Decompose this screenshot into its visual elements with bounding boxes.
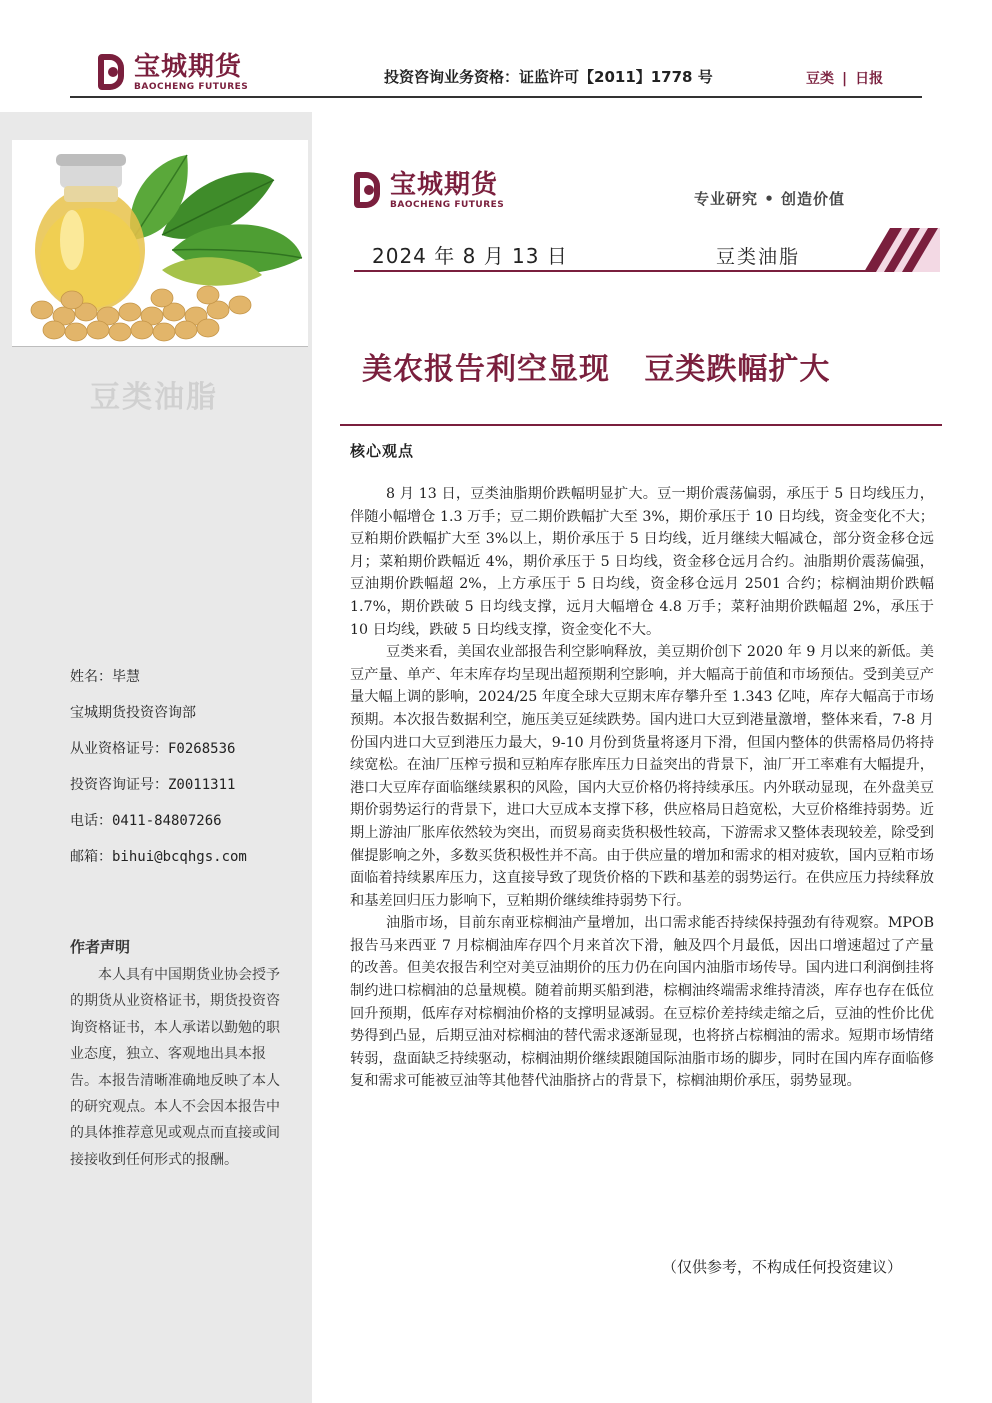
logo-cn-text: 宝城期货 [134,52,243,82]
declaration-title: 作者声明 [70,938,131,956]
disclaimer: （仅供参考，不构成任何投资建议） [662,1258,903,1276]
paragraph-oils: 油脂市场，目前东南亚棕榈油产量增加，出口需求能否持续保持强劲有待观察。MPOB 报告马来西亚 7 月棕榈油库存四个月来首次下滑，触及四个月最低，因出口增速超过了产量的改善。但美农报告利空对美豆油期价的压力仍在向国内油脂市场传导。国内进口利润倒挂将制约进口棕榈油的总量规模。随着前期买船到港，棕榈油终端需求维持清淡，库存也存在低位回升预期，低库存对棕榈油价格的支撑明显减弱。在豆棕价差持续走缩之后，豆油的性价比优势得到凸显，后期豆油对棕榈油的替代需求逐渐显现，也将挤占棕榈油的需求。短期市场情绪转弱，盘面缺乏持续驱动，棕榈油期价继续跟随国际油脂市场的脚步，同时在国内库存面临修复和需求可能被豆油等其他替代油脂挤占的背景下，棕榈油期价承压，弱势显现。 [350,915,934,1090]
analyst-qualification: 从业资格证号：F0268536 [70,741,236,757]
doc-type: 豆类 | 日报 [806,71,884,87]
logo-en-text: BAOCHENG FUTURES [390,200,505,210]
section-title: 核心观点 [350,442,415,460]
sidebar-title: 豆类油脂 [90,380,218,415]
photo-divider [12,346,308,347]
company-logo [98,54,248,92]
report-date: 2024 年 8 月 13 日 [372,244,568,268]
paragraph-soybean: 豆类来看，美国农业部报告利空影响释放，美豆期价创下 2020 年 9 月以来的新低。美豆产量、单产、年末库存均呈现出超预期利空影响，并大幅高于前值和市场预估。受到美豆产量大幅上调的影响，2024/25 年度全球大豆期末库存攀升至 1.343 亿吨，库存大幅高于市场预期。本次报告数据利空，施压美豆延续跌势。国内进口大豆到港量激增，整体来看，7-8 月份国内进口大豆到港压力最大，9-10 月份到货量将逐月下滑，但国内整体的供需格局仍将持续宽松。在油厂压榨亏损和豆粕库存胀库压力日益突出的背景下，油厂开工率难有大幅提升，港口大豆库存面临继续累积的风险，国内大豆价格仍将持续承压。内外联动显现，在外盘美豆期价弱势运行的背景下，进口大豆成本支撑下移，供应格局日趋宽松，大豆价格维持弱势。近期上游油厂胀库依然较为突出，而贸易商卖货积极性较高，下游需求又整体表现较差，除受到催提影响之外，多数买货积极性并不高。由于供应量的增加和需求的相对疲软，国内豆粕市场面临着持续累库压力，这直接导致了现货价格的下跌和基差的弱势运行。在供应压力持续释放和基差回归压力影响下，豆粕期价继续维持弱势下行。 [350,644,934,909]
soybean-oil-image [12,140,308,346]
paragraph-summary: 8 月 13 日，豆类油脂期价跌幅明显扩大。豆一期价震荡偏弱，承压于 5 日均线压力，伴随小幅增仓 1.3 万手；豆二期价跌幅扩大至 3%，期价承压于 10 日均线，资金变化不大；豆粕期价跌幅扩大至 3%以上，期价承压于 5 日均线，近月继续大幅减仓，部分资金移仓远月；菜粕期价跌幅近 4%，期价承压于 5 日均线，资金移仓远月合约。油脂期价震荡偏强，豆油期价跌幅超 2%，上方承压于 5 日均线，资金移仓远月 2501 合约；棕榈油期价跌幅 1.7%，期价跌破 5 日均线支撑，远月大幅增仓 4.8 万手；菜籽油期价跌幅超 2%，承压于 10 日均线，跌破 5 日均线支撑，资金变化不大。 [350,486,934,638]
report-body [350,483,934,1093]
slogan: 专业研究 • 创造价值 [694,190,846,208]
declaration-body: 本人具有中国期货业协会授予的期货从业资格证书，期货投资咨询资格证书，本人承诺以勤勉的职业态度，独立、客观地出具本报告。本报告清晰准确地反映了本人的研究观点。本人不会因本报告中的具体推荐意见或观点而直接或间接接收到任何形式的报酬。 [70,967,280,1168]
logo-cn-text: 宝城期货 [390,170,499,200]
analyst-consulting-id: 投资咨询证号：Z0011311 [70,777,236,793]
license-text: 投资咨询业务资格：证监许可【2011】1778 号 [384,68,713,86]
doc-frequency: 日报 [855,71,884,87]
report-category: 豆类油脂 [716,246,801,268]
analyst-info [70,666,247,882]
logo-mark-icon [354,172,384,210]
report-headline: 美农报告利空显现 豆类跌幅扩大 [362,352,831,387]
page-header [0,0,992,104]
logo-en-text: BAOCHENG FUTURES [134,82,249,92]
analyst-email: 邮箱：bihui@bcqhgs.com [70,849,247,865]
analyst-name: 姓名：毕慧 [70,669,140,685]
doc-category: 豆类 [806,71,834,87]
analyst-department: 宝城期货投资咨询部 [70,705,196,721]
report-logo [354,172,504,210]
headline-divider [340,424,942,426]
analyst-phone: 电话：0411-84807266 [70,813,222,829]
logo-mark-icon [98,54,128,92]
header-divider [70,96,922,98]
